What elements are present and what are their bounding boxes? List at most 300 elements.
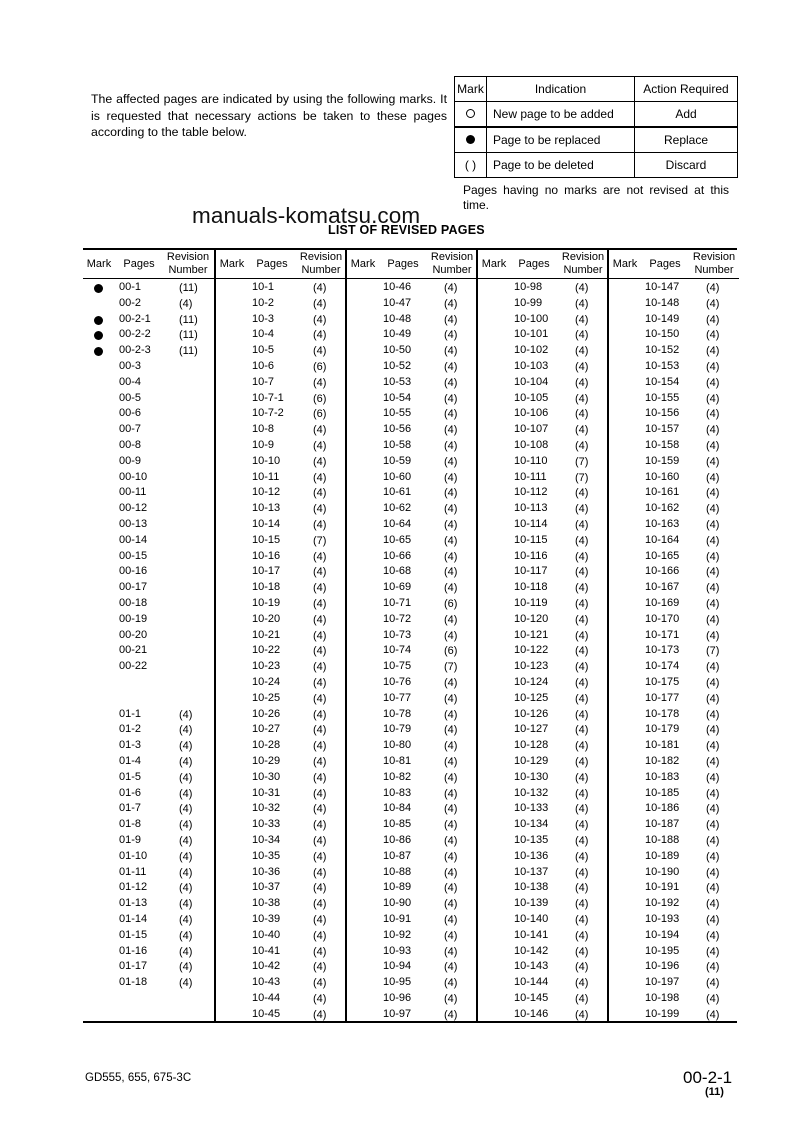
page-number: 10-147 (645, 281, 680, 293)
page-number: 10-152 (645, 344, 680, 357)
page-number: 10-187 (645, 818, 680, 831)
revision-number: (4) (706, 345, 720, 358)
page-number: 10-87 (383, 849, 412, 862)
legend-row-discard (455, 153, 738, 178)
table-row (478, 960, 609, 976)
column-header-row (478, 250, 609, 279)
table-row (609, 423, 739, 439)
filled-circle-icon (94, 347, 103, 356)
table-row (347, 644, 478, 660)
page-number: 10-62 (383, 502, 412, 515)
page-number: 10-86 (383, 834, 412, 846)
revision-number: (4) (706, 313, 720, 326)
legend-row-replace (455, 127, 738, 153)
revision-number: (4) (444, 471, 458, 484)
table-row (347, 629, 478, 645)
revision-number: (4) (575, 929, 589, 942)
legend-action: Replace (635, 127, 738, 153)
revision-number: (4) (179, 835, 193, 847)
page-number: 10-85 (383, 818, 412, 831)
table-row (216, 328, 347, 344)
page-number: 01-2 (119, 723, 142, 736)
revision-number: (4) (575, 613, 589, 626)
revision-number: (4) (313, 692, 327, 705)
revision-number: (4) (706, 914, 720, 926)
table-row (347, 281, 478, 297)
revision-number: (4) (706, 629, 720, 642)
revision-number: (4) (313, 866, 327, 879)
revision-number: (4) (313, 345, 327, 358)
page-number: 10-7-2 (252, 407, 284, 420)
revision-number: (4) (706, 598, 720, 610)
table-row (216, 992, 347, 1008)
page-number: 01-17 (119, 960, 148, 973)
revision-number: (4) (179, 850, 193, 863)
header-pages: Pages (387, 258, 419, 270)
page-number: 10-196 (645, 960, 680, 973)
revision-number: (4) (313, 1008, 327, 1021)
revision-number: (4) (179, 803, 193, 816)
table-row (478, 708, 609, 724)
column-group-2 (214, 250, 347, 1021)
page-number: 10-128 (514, 739, 549, 752)
page-number: 10-46 (383, 281, 412, 293)
table-row (347, 1008, 478, 1024)
table-row (216, 581, 347, 597)
page-number: 00-4 (119, 375, 142, 388)
revision-number: (4) (575, 424, 589, 437)
page-number: 10-177 (645, 691, 680, 704)
table-row (347, 313, 478, 329)
revision-number: (4) (313, 645, 327, 658)
table-row (609, 518, 739, 534)
revision-number: (4) (444, 803, 458, 816)
table-row (216, 960, 347, 976)
page-number: 00-9 (119, 454, 142, 467)
revision-number: (4) (706, 819, 720, 832)
revision-number: (4) (575, 519, 589, 531)
page-number: 01-8 (119, 818, 142, 831)
revision-number: (4) (444, 345, 458, 358)
page-number: 01-7 (119, 802, 142, 815)
table-row (347, 486, 478, 502)
legend-action: Discard (635, 153, 738, 178)
table-row (347, 423, 478, 439)
header-mark: Mark (481, 258, 507, 270)
legend-header-row (455, 77, 738, 102)
table-row (83, 755, 214, 771)
page-number: 10-52 (383, 360, 412, 372)
filled-circle-icon (466, 135, 475, 144)
page-number: 00-19 (119, 612, 148, 625)
table-row (83, 708, 214, 724)
table-row (609, 629, 739, 645)
table-row (478, 502, 609, 518)
page-number: 10-175 (645, 676, 680, 688)
page-number: 10-5 (252, 344, 275, 357)
page-number: 10-136 (514, 849, 549, 862)
page-number: 10-161 (645, 486, 680, 499)
table-row (216, 850, 347, 866)
page-number: 10-2 (252, 296, 275, 309)
revision-number: (4) (706, 566, 720, 579)
table-row (478, 866, 609, 882)
column-header-row (83, 250, 214, 279)
revision-number: (4) (313, 629, 327, 642)
header-revision-number: Revision Number (561, 251, 605, 276)
page-number: 00-20 (119, 628, 148, 641)
revision-number: (4) (575, 329, 589, 342)
revision-number: (4) (313, 661, 327, 674)
table-row (216, 344, 347, 360)
table-row (347, 344, 478, 360)
page-number: 10-111 (514, 470, 547, 483)
table-row (216, 723, 347, 739)
page-number: 10-118 (514, 581, 548, 594)
page-number: 10-81 (383, 755, 412, 767)
revision-number: (4) (313, 803, 327, 816)
page-number: 00-21 (119, 644, 148, 657)
page-number: 10-101 (514, 328, 549, 341)
revision-number: (7) (575, 455, 589, 468)
revision-number: (4) (706, 471, 720, 484)
page-number: 01-6 (119, 786, 142, 799)
table-row (478, 486, 609, 502)
table-row (83, 550, 214, 566)
table-row (216, 407, 347, 423)
revision-number: (4) (444, 582, 458, 595)
revision-number: (6) (444, 645, 458, 658)
column-group-1 (83, 250, 214, 1021)
revision-number: (4) (444, 613, 458, 626)
table-row (216, 787, 347, 803)
table-row (83, 439, 214, 455)
revision-number: (4) (444, 898, 458, 911)
table-row (478, 328, 609, 344)
revision-number: (4) (444, 708, 458, 721)
page-number: 10-40 (252, 928, 281, 941)
table-row (609, 739, 739, 755)
table-row (609, 581, 739, 597)
table-row (609, 866, 739, 882)
revision-number: (4) (444, 993, 458, 1005)
page-number: 01-15 (119, 928, 148, 941)
table-row (216, 929, 347, 945)
page-number: 10-23 (252, 660, 281, 673)
page-number: 10-88 (383, 865, 412, 878)
table-row (347, 755, 478, 771)
header-revision-number: Revision Number (430, 251, 474, 276)
header-pages: Pages (518, 258, 550, 270)
page-number: 10-164 (645, 533, 680, 546)
revision-number: (4) (706, 850, 720, 863)
page-number: 10-188 (645, 834, 680, 846)
page-number: 10-10 (252, 454, 281, 467)
revision-number: (4) (575, 787, 589, 800)
page-number: 10-12 (252, 486, 281, 499)
page-number: 10-130 (514, 770, 549, 783)
revision-number: (4) (706, 455, 720, 468)
page-number: 10-124 (514, 676, 549, 688)
table-row (216, 518, 347, 534)
revision-number: (4) (444, 408, 458, 421)
page-number: 10-179 (645, 723, 680, 736)
page-number: 10-60 (383, 470, 412, 483)
revision-number: (4) (313, 503, 327, 516)
table-row (478, 581, 609, 597)
table-row (83, 392, 214, 408)
revision-number: (7) (575, 471, 589, 484)
table-row (216, 818, 347, 834)
revision-number: (4) (313, 850, 327, 863)
revision-number: (4) (575, 1008, 589, 1021)
revision-number: (4) (575, 961, 589, 974)
revision-number: (4) (444, 692, 458, 705)
table-row (216, 881, 347, 897)
table-row (83, 739, 214, 755)
page-number: 10-92 (383, 928, 412, 941)
revision-number: (4) (313, 756, 327, 768)
table-row (478, 423, 609, 439)
table-row (478, 787, 609, 803)
table-row (83, 676, 214, 692)
revision-number: (4) (706, 487, 720, 500)
table-row (83, 644, 214, 660)
table-row (216, 897, 347, 913)
page-number: 10-191 (645, 881, 680, 894)
revision-number: (4) (575, 297, 589, 310)
table-row (609, 534, 739, 550)
table-row (478, 802, 609, 818)
table-row (478, 407, 609, 423)
revision-number: (4) (444, 361, 458, 373)
revision-number: (4) (444, 850, 458, 863)
page-number: 00-2 (119, 296, 142, 309)
page-number: 10-186 (645, 802, 680, 815)
page-number: 10-129 (514, 755, 549, 767)
page-number: 10-37 (252, 881, 281, 894)
table-row (478, 881, 609, 897)
page-number: 10-16 (252, 549, 281, 562)
header-revision-number: Revision Number (166, 251, 210, 276)
page-number: 01-3 (119, 739, 142, 752)
revision-number: (4) (575, 503, 589, 516)
header-pages: Pages (649, 258, 681, 270)
page-number: 00-8 (119, 439, 142, 451)
table-row (347, 945, 478, 961)
revision-number: (4) (179, 961, 193, 974)
table-row (609, 834, 739, 850)
table-row (609, 660, 739, 676)
header-pages: Pages (256, 258, 288, 270)
page-number: 10-19 (252, 597, 281, 609)
revision-number: (4) (313, 424, 327, 437)
table-row (347, 960, 478, 976)
revision-number: (4) (313, 898, 327, 911)
page-number: 10-167 (645, 581, 680, 594)
page-number: 00-16 (119, 565, 148, 578)
revision-number: (4) (313, 471, 327, 484)
page-number: 10-102 (514, 344, 549, 357)
page-number: 10-76 (383, 676, 412, 688)
revision-number: (4) (313, 677, 327, 689)
revision-number: (4) (179, 866, 193, 879)
revision-number: (4) (575, 345, 589, 358)
page-number: 10-56 (383, 423, 412, 436)
page-number: 10-127 (514, 723, 549, 736)
page-number: 10-121 (514, 628, 549, 641)
table-row (216, 360, 347, 376)
footer-page-revision: (11) (705, 1086, 724, 1098)
table-row (347, 376, 478, 392)
legend-row-add (455, 102, 738, 128)
page-number: 00-10 (119, 470, 148, 483)
revision-number: (4) (444, 313, 458, 326)
revision-number: (11) (179, 345, 198, 358)
page-number: 10-54 (383, 391, 412, 404)
page-number: 10-71 (383, 597, 412, 609)
table-row (478, 518, 609, 534)
table-row (347, 407, 478, 423)
table-row (216, 739, 347, 755)
page-number: 10-139 (514, 897, 549, 910)
table-row (83, 866, 214, 882)
revision-number: (4) (444, 376, 458, 389)
revision-number: (4) (706, 329, 720, 342)
table-row (478, 597, 609, 613)
table-row (216, 471, 347, 487)
revision-number: (4) (575, 313, 589, 326)
page-number: 10-77 (383, 691, 412, 704)
revision-number: (4) (575, 282, 589, 294)
legend-header-indication: Indication (487, 77, 635, 102)
table-row (83, 581, 214, 597)
revision-number: (4) (444, 866, 458, 879)
revision-number: (7) (313, 534, 327, 547)
revision-number: (4) (444, 282, 458, 294)
revision-number: (6) (313, 408, 327, 421)
list-title: LIST OF REVISED PAGES (328, 223, 485, 237)
page-number: 10-93 (383, 944, 412, 957)
table-row (347, 439, 478, 455)
table-row (347, 392, 478, 408)
revision-number: (4) (444, 945, 458, 958)
revision-number: (4) (706, 835, 720, 847)
page-number: 10-143 (514, 960, 549, 973)
page-number: 10-8 (252, 423, 275, 436)
revision-number: (4) (179, 898, 193, 911)
table-row (347, 897, 478, 913)
page-number: 10-112 (514, 486, 548, 499)
revision-number: (4) (179, 945, 193, 958)
open-circle-icon (466, 109, 475, 118)
page-number: 01-14 (119, 913, 148, 925)
revision-number: (4) (575, 945, 589, 958)
page-number: 10-26 (252, 707, 281, 720)
header-mark: Mark (350, 258, 376, 270)
revision-number: (4) (313, 297, 327, 310)
table-row (347, 676, 478, 692)
revision-number: (4) (179, 724, 193, 737)
revision-number: (4) (313, 566, 327, 579)
table-row (609, 787, 739, 803)
page-number: 10-96 (383, 992, 412, 1004)
table-row (609, 960, 739, 976)
page-number: 10-49 (383, 328, 412, 341)
table-row (83, 787, 214, 803)
revision-number: (4) (313, 993, 327, 1005)
table-row (478, 534, 609, 550)
revision-number: (4) (313, 455, 327, 468)
table-row (609, 913, 739, 929)
table-row (83, 834, 214, 850)
table-row (216, 802, 347, 818)
footer-model: GD555, 655, 675-3C (85, 1072, 192, 1084)
column-group-4 (476, 250, 609, 1021)
revision-number: (4) (575, 993, 589, 1005)
revision-number: (4) (179, 882, 193, 895)
table-row (216, 644, 347, 660)
page-number: 01-1 (119, 707, 142, 720)
page-number: 10-17 (252, 565, 281, 578)
table-row (347, 992, 478, 1008)
revision-number: (4) (706, 692, 720, 705)
revision-number: (4) (575, 692, 589, 705)
table-row (347, 534, 478, 550)
revision-number: (4) (706, 898, 720, 911)
table-row (609, 344, 739, 360)
table-row (83, 313, 214, 329)
table-row (347, 518, 478, 534)
table-row (478, 739, 609, 755)
page-number: 10-27 (252, 723, 281, 736)
revision-number: (4) (444, 1008, 458, 1021)
page-number: 00-1 (119, 281, 142, 293)
revision-number: (4) (706, 519, 720, 531)
revision-number: (4) (575, 819, 589, 832)
revision-number: (4) (444, 929, 458, 942)
revision-number: (4) (313, 598, 327, 610)
revision-number: (4) (313, 787, 327, 800)
revision-number: (4) (575, 487, 589, 500)
table-row (347, 597, 478, 613)
table-row (216, 502, 347, 518)
page-number: 10-134 (514, 818, 549, 831)
table-row (609, 597, 739, 613)
page-number: 01-10 (119, 849, 148, 862)
revision-number: (4) (444, 329, 458, 342)
table-row (216, 629, 347, 645)
revision-number: (4) (444, 771, 458, 784)
table-row (609, 644, 739, 660)
legend-indication: Page to be deleted (487, 153, 635, 178)
page-number: 00-12 (119, 502, 148, 515)
page-number: 10-158 (645, 439, 680, 451)
revision-number: (4) (575, 408, 589, 421)
page-number: 10-90 (383, 897, 412, 910)
revision-number: (4) (444, 977, 458, 990)
table-row (216, 392, 347, 408)
table-row (83, 960, 214, 976)
table-row (83, 802, 214, 818)
table-row (83, 328, 214, 344)
page-number: 10-156 (645, 407, 680, 420)
table-row (478, 976, 609, 992)
table-row (216, 550, 347, 566)
table-row (347, 913, 478, 929)
page-number: 00-3 (119, 360, 142, 372)
table-row (478, 297, 609, 313)
